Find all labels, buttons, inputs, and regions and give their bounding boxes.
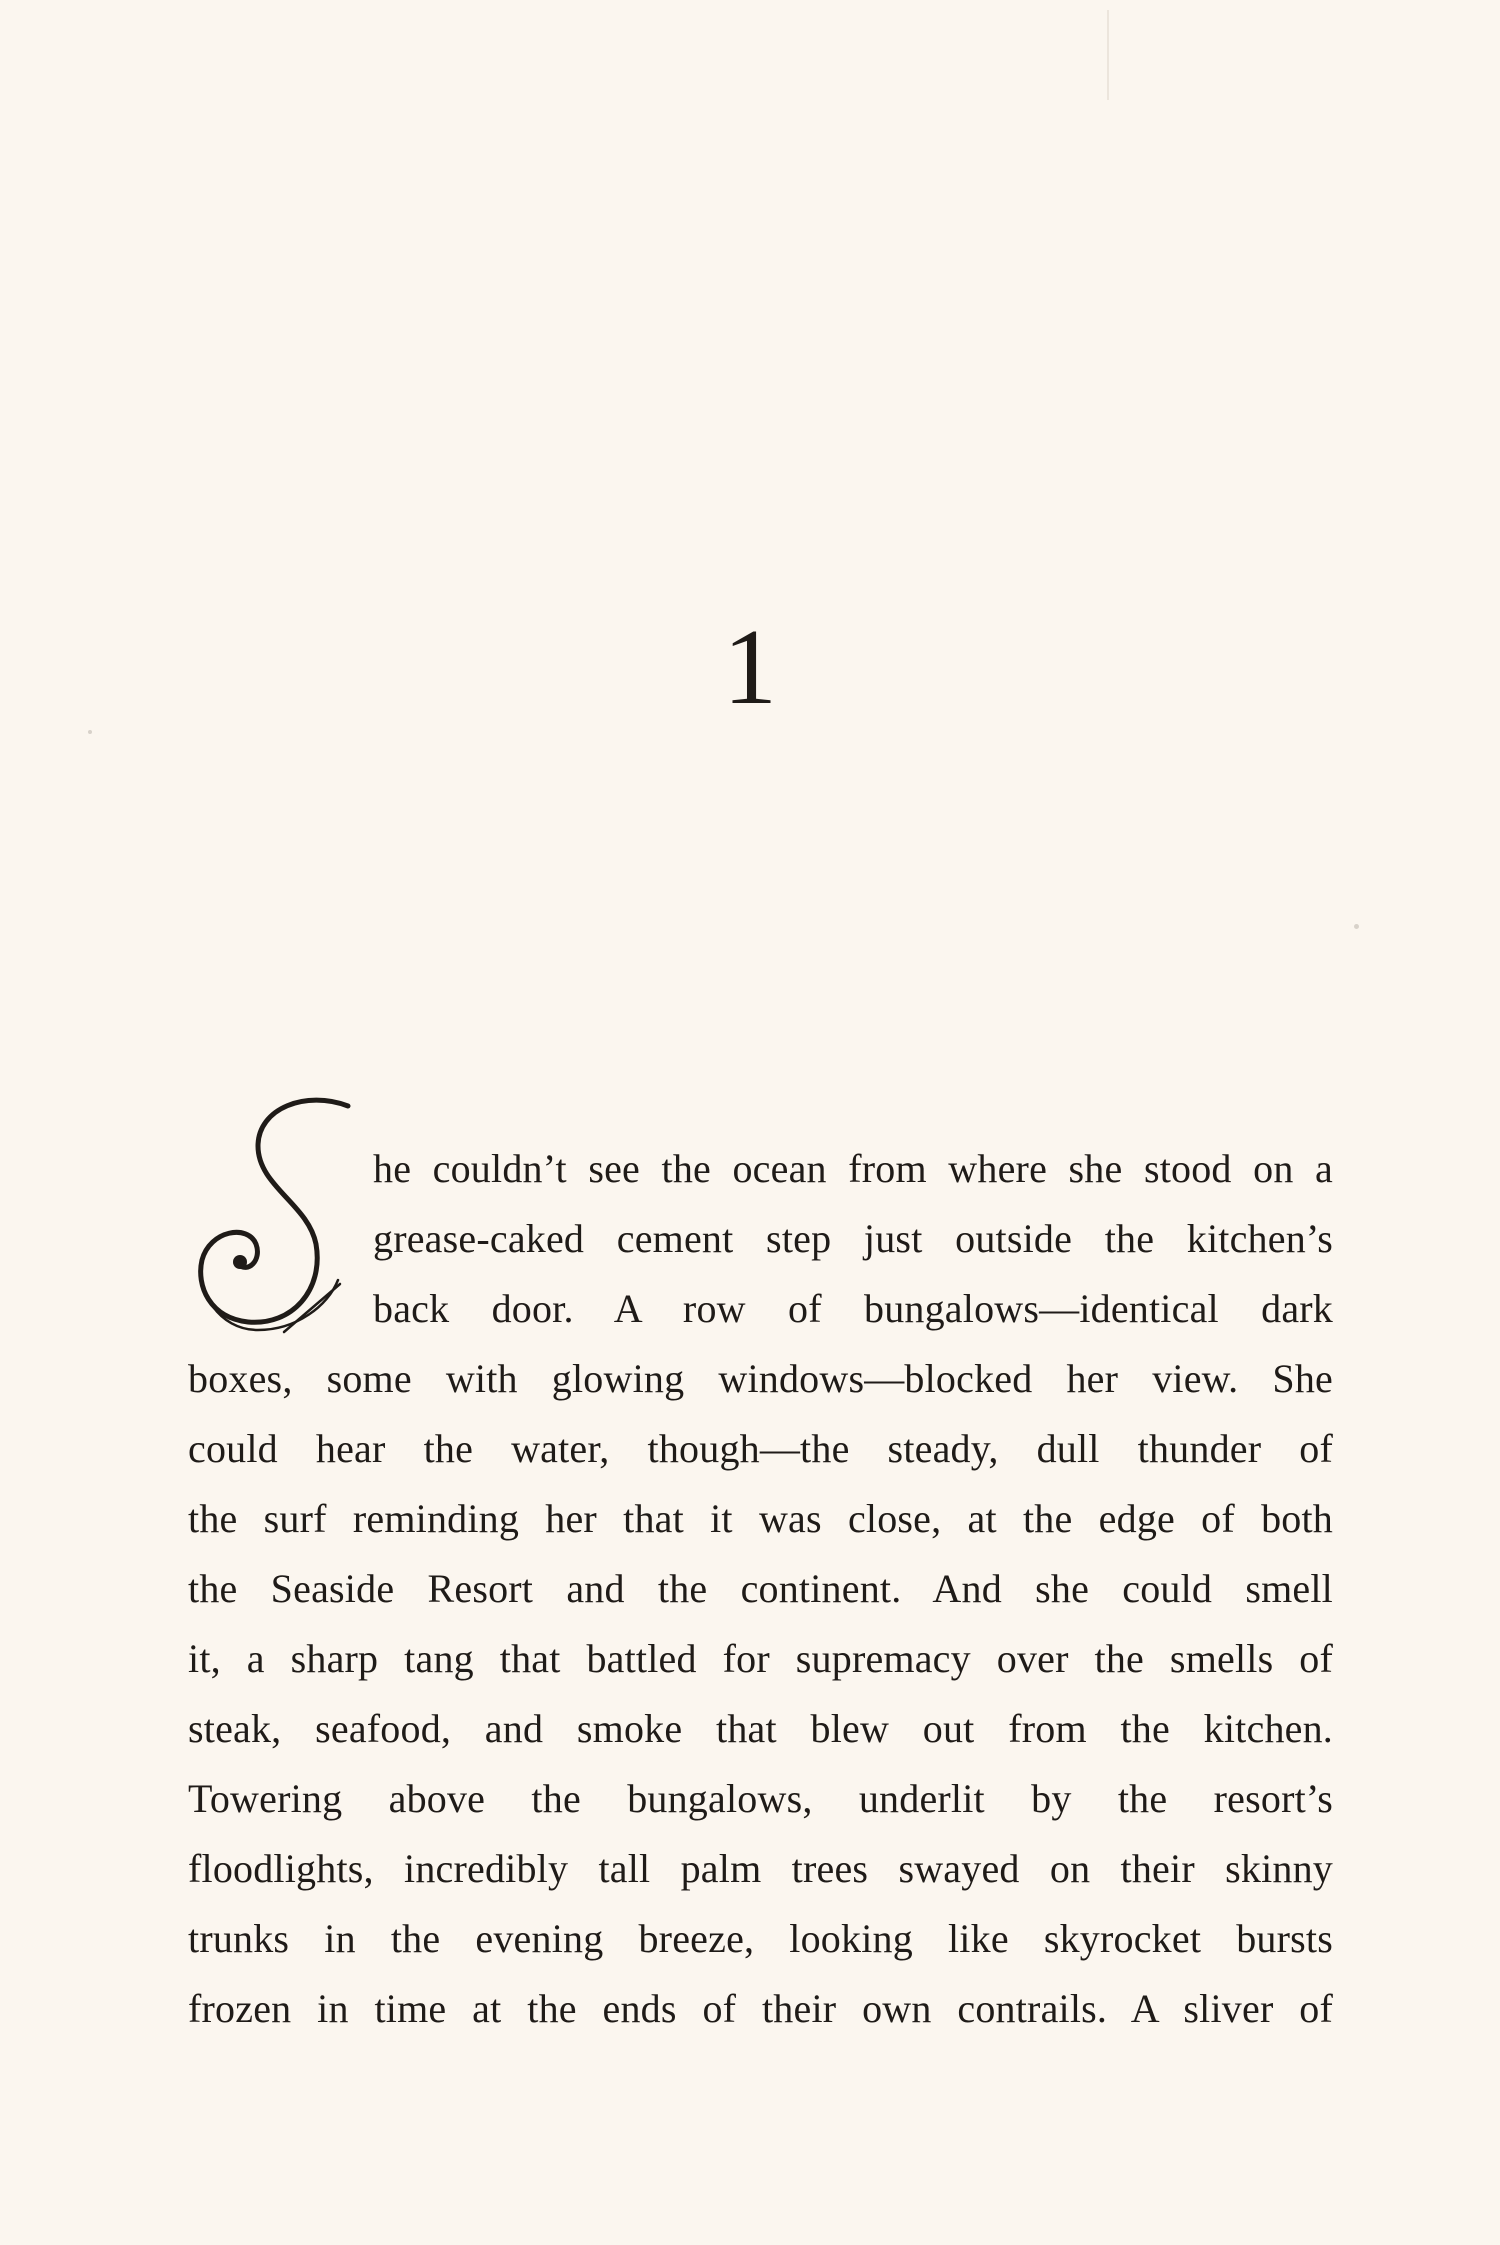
text-line: the surf reminding her that it was close, at the edge of both (188, 1496, 1333, 1541)
scan-artifact (1107, 10, 1109, 100)
text-line: floodlights, incredibly tall palm trees swayed on their skinny (188, 1846, 1333, 1891)
text-line: boxes, some with glowing windows—blocked her view. She (188, 1356, 1333, 1401)
text-line: frozen in time at the ends of their own contrails. A sliver of (188, 1986, 1333, 2031)
text-line: back door. A row of bungalows—identical dark (373, 1286, 1333, 1331)
paper-speck (1354, 924, 1359, 929)
text-line: grease-caked cement step just outside the kitchen’s (373, 1216, 1333, 1261)
text-line: steak, seafood, and smoke that blew out from the kitchen. (188, 1706, 1333, 1751)
text-line: it, a sharp tang that battled for supremacy over the smells of (188, 1636, 1333, 1681)
chapter-number: 1 (723, 608, 777, 727)
text-line: Towering above the bungalows, underlit by the resort’s (188, 1776, 1333, 1821)
drop-cap (188, 1094, 363, 1354)
text-line: he couldn’t see the ocean from where she stood on a (373, 1146, 1333, 1191)
text-line: trunks in the evening breeze, looking like skyrocket bursts (188, 1916, 1333, 1961)
text-line: the Seaside Resort and the continent. And she could smell (188, 1566, 1333, 1611)
text-line: could hear the water, though—the steady, dull thunder of (188, 1426, 1333, 1471)
drop-cap-s-glyph (188, 1094, 363, 1354)
